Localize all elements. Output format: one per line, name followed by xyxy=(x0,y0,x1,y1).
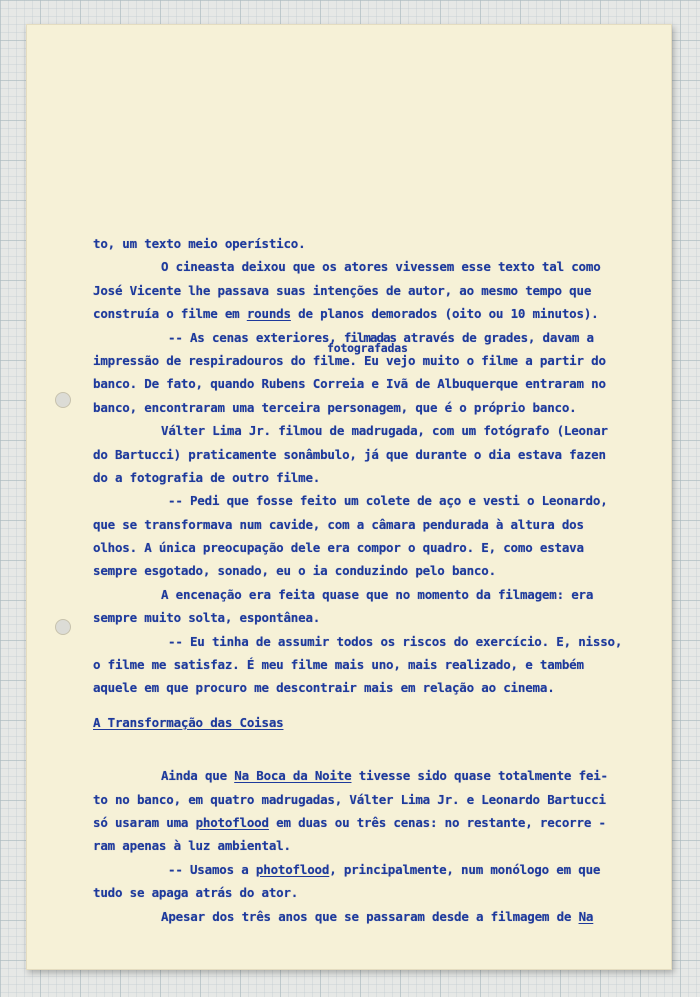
underlined-term: photoflood xyxy=(255,861,330,877)
text-line: banco, encontraram uma terceira personagem, que é o próprio banco. xyxy=(93,399,577,415)
text-line: -- Usamos a photoflood, principalmente, num monólogo em que xyxy=(168,861,601,877)
text-line: Ainda que Na Boca da Noite tivesse sido quase totalmente fei- xyxy=(161,768,608,784)
text-line: O cineasta deixou que os atores vivessem esse texto tal como xyxy=(161,259,601,275)
underlined-term: rounds xyxy=(246,306,291,322)
text-line: que se transformava num cavide, com a câmara pendurada à altura dos xyxy=(93,516,584,532)
punch-hole xyxy=(55,619,71,635)
text-line: ram apenas à luz ambiental. xyxy=(93,838,291,854)
punch-hole xyxy=(55,392,71,408)
text-line: sempre muito solta, espontânea. xyxy=(93,610,321,626)
text-line: só usaram uma photoflood em duas ou três cenas: no restante, recorre - xyxy=(93,814,606,830)
film-title: Na xyxy=(578,908,594,924)
handwritten-insertion: fotografadas xyxy=(327,341,408,355)
text-line: -- As cenas exteriores, filmadas através de grades, davam a xyxy=(168,329,594,345)
text-line: banco. De fato, quando Rubens Correia e Ivã de Albuquerque entraram no xyxy=(93,376,606,392)
film-title: Na Boca da Noite xyxy=(234,768,352,784)
text-line: do Bartucci) praticamente sonâmbulo, já que durante o dia estava fazen xyxy=(93,446,606,462)
text-line: do a fotografia de outro filme. xyxy=(93,469,321,485)
body-text xyxy=(93,232,633,928)
text-line: aquele em que procuro me descontrair mais em relação ao cinema. xyxy=(93,680,555,696)
typewritten-page xyxy=(26,24,672,970)
text-line: impressão de respiradouros do filme. Eu vejo muito o filme a partir do xyxy=(93,352,606,368)
text-line: sempre esgotado, sonado, eu o ia conduzindo pelo banco. xyxy=(93,563,496,579)
text-line: Válter Lima Jr. filmou de madrugada, com um fotógrafo (Leonar xyxy=(161,423,608,439)
text-line: o filme me satisfaz. É meu filme mais uno, mais realizado, e também xyxy=(93,657,584,673)
text-line: tudo se apaga atrás do ator. xyxy=(93,885,299,901)
text-line: to, um texto meio operístico. xyxy=(93,236,306,251)
text-line: -- Pedi que fosse feito um colete de aço e vesti o Leonardo, xyxy=(168,493,608,509)
text-line: José Vicente lhe passava suas intenções de autor, ao mesmo tempo que xyxy=(93,282,592,298)
text-line: to no banco, em quatro madrugadas, Válter Lima Jr. e Leonardo Bartucci xyxy=(93,791,606,807)
section-heading: A Transformação das Coisas xyxy=(93,714,284,730)
text-line: -- Eu tinha de assumir todos os riscos do exercício. E, nisso, xyxy=(168,633,623,649)
text-line: construía o filme em rounds de planos demorados (oito ou 10 minutos). xyxy=(93,306,599,322)
text-line: Apesar dos três anos que se passaram desde a filmagem de Na xyxy=(161,908,594,924)
struck-word: filmadas xyxy=(343,329,397,345)
text-line: olhos. A única preocupação dele era compor o quadro. E, como estava xyxy=(93,540,584,556)
text-line: A encenação era feita quase que no momento da filmagem: era xyxy=(161,586,594,602)
underlined-term: photoflood xyxy=(195,814,269,830)
